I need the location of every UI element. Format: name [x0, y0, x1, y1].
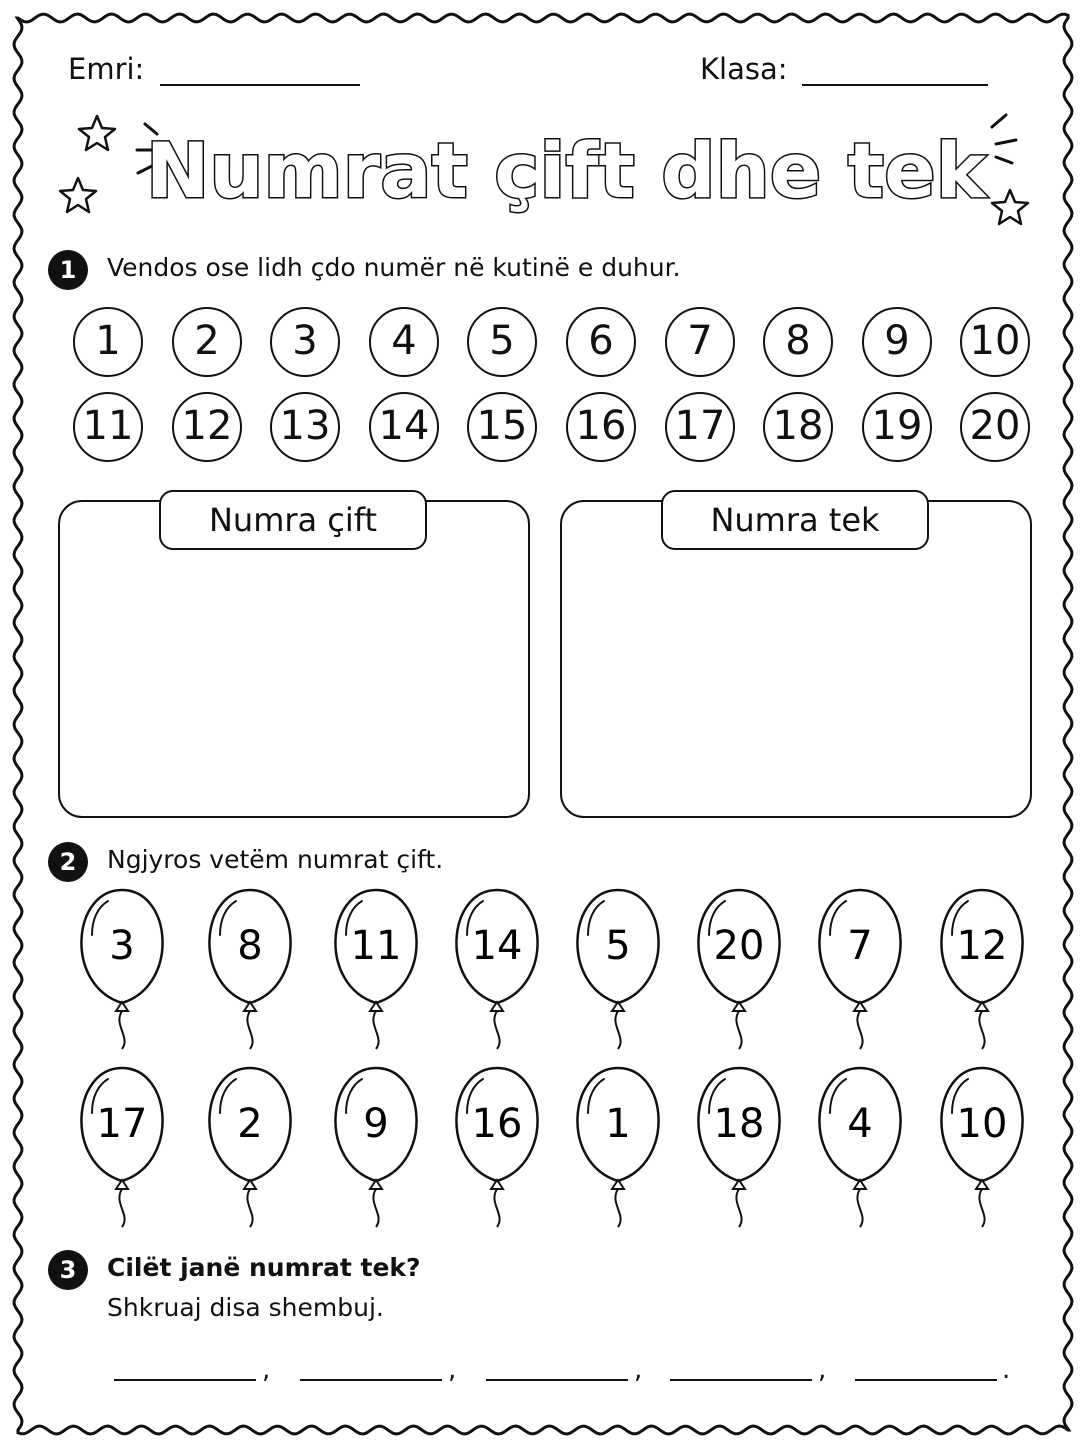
balloon-number: 3: [109, 923, 135, 969]
answer-blank-4[interactable]: [670, 1379, 812, 1381]
balloon[interactable]: [698, 890, 779, 1049]
number-circle[interactable]: 18: [763, 392, 833, 462]
balloons-grid: [0, 870, 1086, 1250]
balloon-number: 9: [363, 1101, 389, 1147]
number-circle[interactable]: 5: [467, 307, 537, 377]
balloon-number: 10: [956, 1101, 1008, 1147]
title-banner: [0, 100, 1086, 240]
question-2-instruction: Ngjyros vetëm numrat çift.: [107, 845, 444, 874]
question-3-question: Cilët janë numrat tek?: [107, 1253, 421, 1282]
number-circle[interactable]: 14: [369, 392, 439, 462]
balloon[interactable]: [81, 1068, 162, 1227]
balloon-number: 20: [713, 923, 765, 969]
answer-blank-5[interactable]: [855, 1379, 997, 1381]
balloon[interactable]: [335, 1068, 416, 1227]
number-circle[interactable]: 8: [763, 307, 833, 377]
balloon-number: 5: [605, 923, 631, 969]
balloon[interactable]: [577, 1068, 658, 1227]
number-circle[interactable]: 12: [172, 392, 242, 462]
number-circle[interactable]: 15: [467, 392, 537, 462]
balloon-number: 14: [471, 923, 523, 969]
page-title: Numrat çift dhe tek: [145, 126, 987, 215]
separator: .: [1002, 1355, 1011, 1385]
number-circle[interactable]: 1: [73, 307, 143, 377]
answer-blank-2[interactable]: [300, 1379, 442, 1381]
balloon[interactable]: [819, 1068, 900, 1227]
number-circle[interactable]: 6: [566, 307, 636, 377]
number-circle[interactable]: 2: [172, 307, 242, 377]
answer-blank-3[interactable]: [486, 1379, 628, 1381]
balloon[interactable]: [819, 890, 900, 1049]
star-icon: [79, 116, 115, 150]
answer-blank-1[interactable]: [114, 1379, 256, 1381]
balloon[interactable]: [941, 890, 1022, 1049]
separator: ,: [634, 1355, 643, 1385]
balloon[interactable]: [941, 1068, 1022, 1227]
balloon-number: 8: [237, 923, 263, 969]
separator: ,: [818, 1355, 827, 1385]
name-label: Emri:: [68, 52, 145, 86]
number-circle[interactable]: 19: [862, 392, 932, 462]
separator: ,: [262, 1355, 271, 1385]
question-3-subtitle: Shkruaj disa shembuj.: [107, 1293, 384, 1322]
balloon[interactable]: [456, 890, 537, 1049]
balloon[interactable]: [209, 890, 290, 1049]
balloon[interactable]: [456, 1068, 537, 1227]
number-circle[interactable]: 10: [960, 307, 1030, 377]
odd-box-label: Numra tek: [661, 490, 929, 550]
question-1-instruction: Vendos ose lidh çdo numër në kutinë e duhur.: [107, 253, 681, 282]
balloon[interactable]: [335, 890, 416, 1049]
balloon-number: 16: [471, 1101, 523, 1147]
class-label: Klasa:: [700, 52, 788, 86]
question-2-badge: 2: [48, 842, 88, 882]
number-circle[interactable]: 16: [566, 392, 636, 462]
balloon-number: 2: [237, 1101, 263, 1147]
class-field[interactable]: [802, 84, 988, 86]
balloon-number: 17: [96, 1101, 148, 1147]
balloon-number: 4: [847, 1101, 873, 1147]
balloon[interactable]: [698, 1068, 779, 1227]
balloon[interactable]: [81, 890, 162, 1049]
balloon-number: 11: [350, 923, 402, 969]
balloon-number: 12: [956, 923, 1008, 969]
number-circle[interactable]: 17: [665, 392, 735, 462]
star-icon: [992, 190, 1028, 224]
balloon-number: 18: [713, 1101, 765, 1147]
number-circle[interactable]: 13: [270, 392, 340, 462]
number-circle[interactable]: 20: [960, 392, 1030, 462]
even-box-label: Numra çift: [159, 490, 427, 550]
name-field[interactable]: [160, 84, 360, 86]
balloon-number: 7: [847, 923, 873, 969]
balloon[interactable]: [577, 890, 658, 1049]
question-1-badge: 1: [48, 250, 88, 290]
number-circle[interactable]: 9: [862, 307, 932, 377]
star-icon: [60, 178, 96, 212]
balloon[interactable]: [209, 1068, 290, 1227]
number-circle[interactable]: 7: [665, 307, 735, 377]
number-circle[interactable]: 11: [73, 392, 143, 462]
question-3-badge: 3: [48, 1250, 88, 1290]
separator: ,: [448, 1355, 457, 1385]
number-circle[interactable]: 4: [369, 307, 439, 377]
balloon-number: 1: [605, 1101, 631, 1147]
number-circle[interactable]: 3: [270, 307, 340, 377]
